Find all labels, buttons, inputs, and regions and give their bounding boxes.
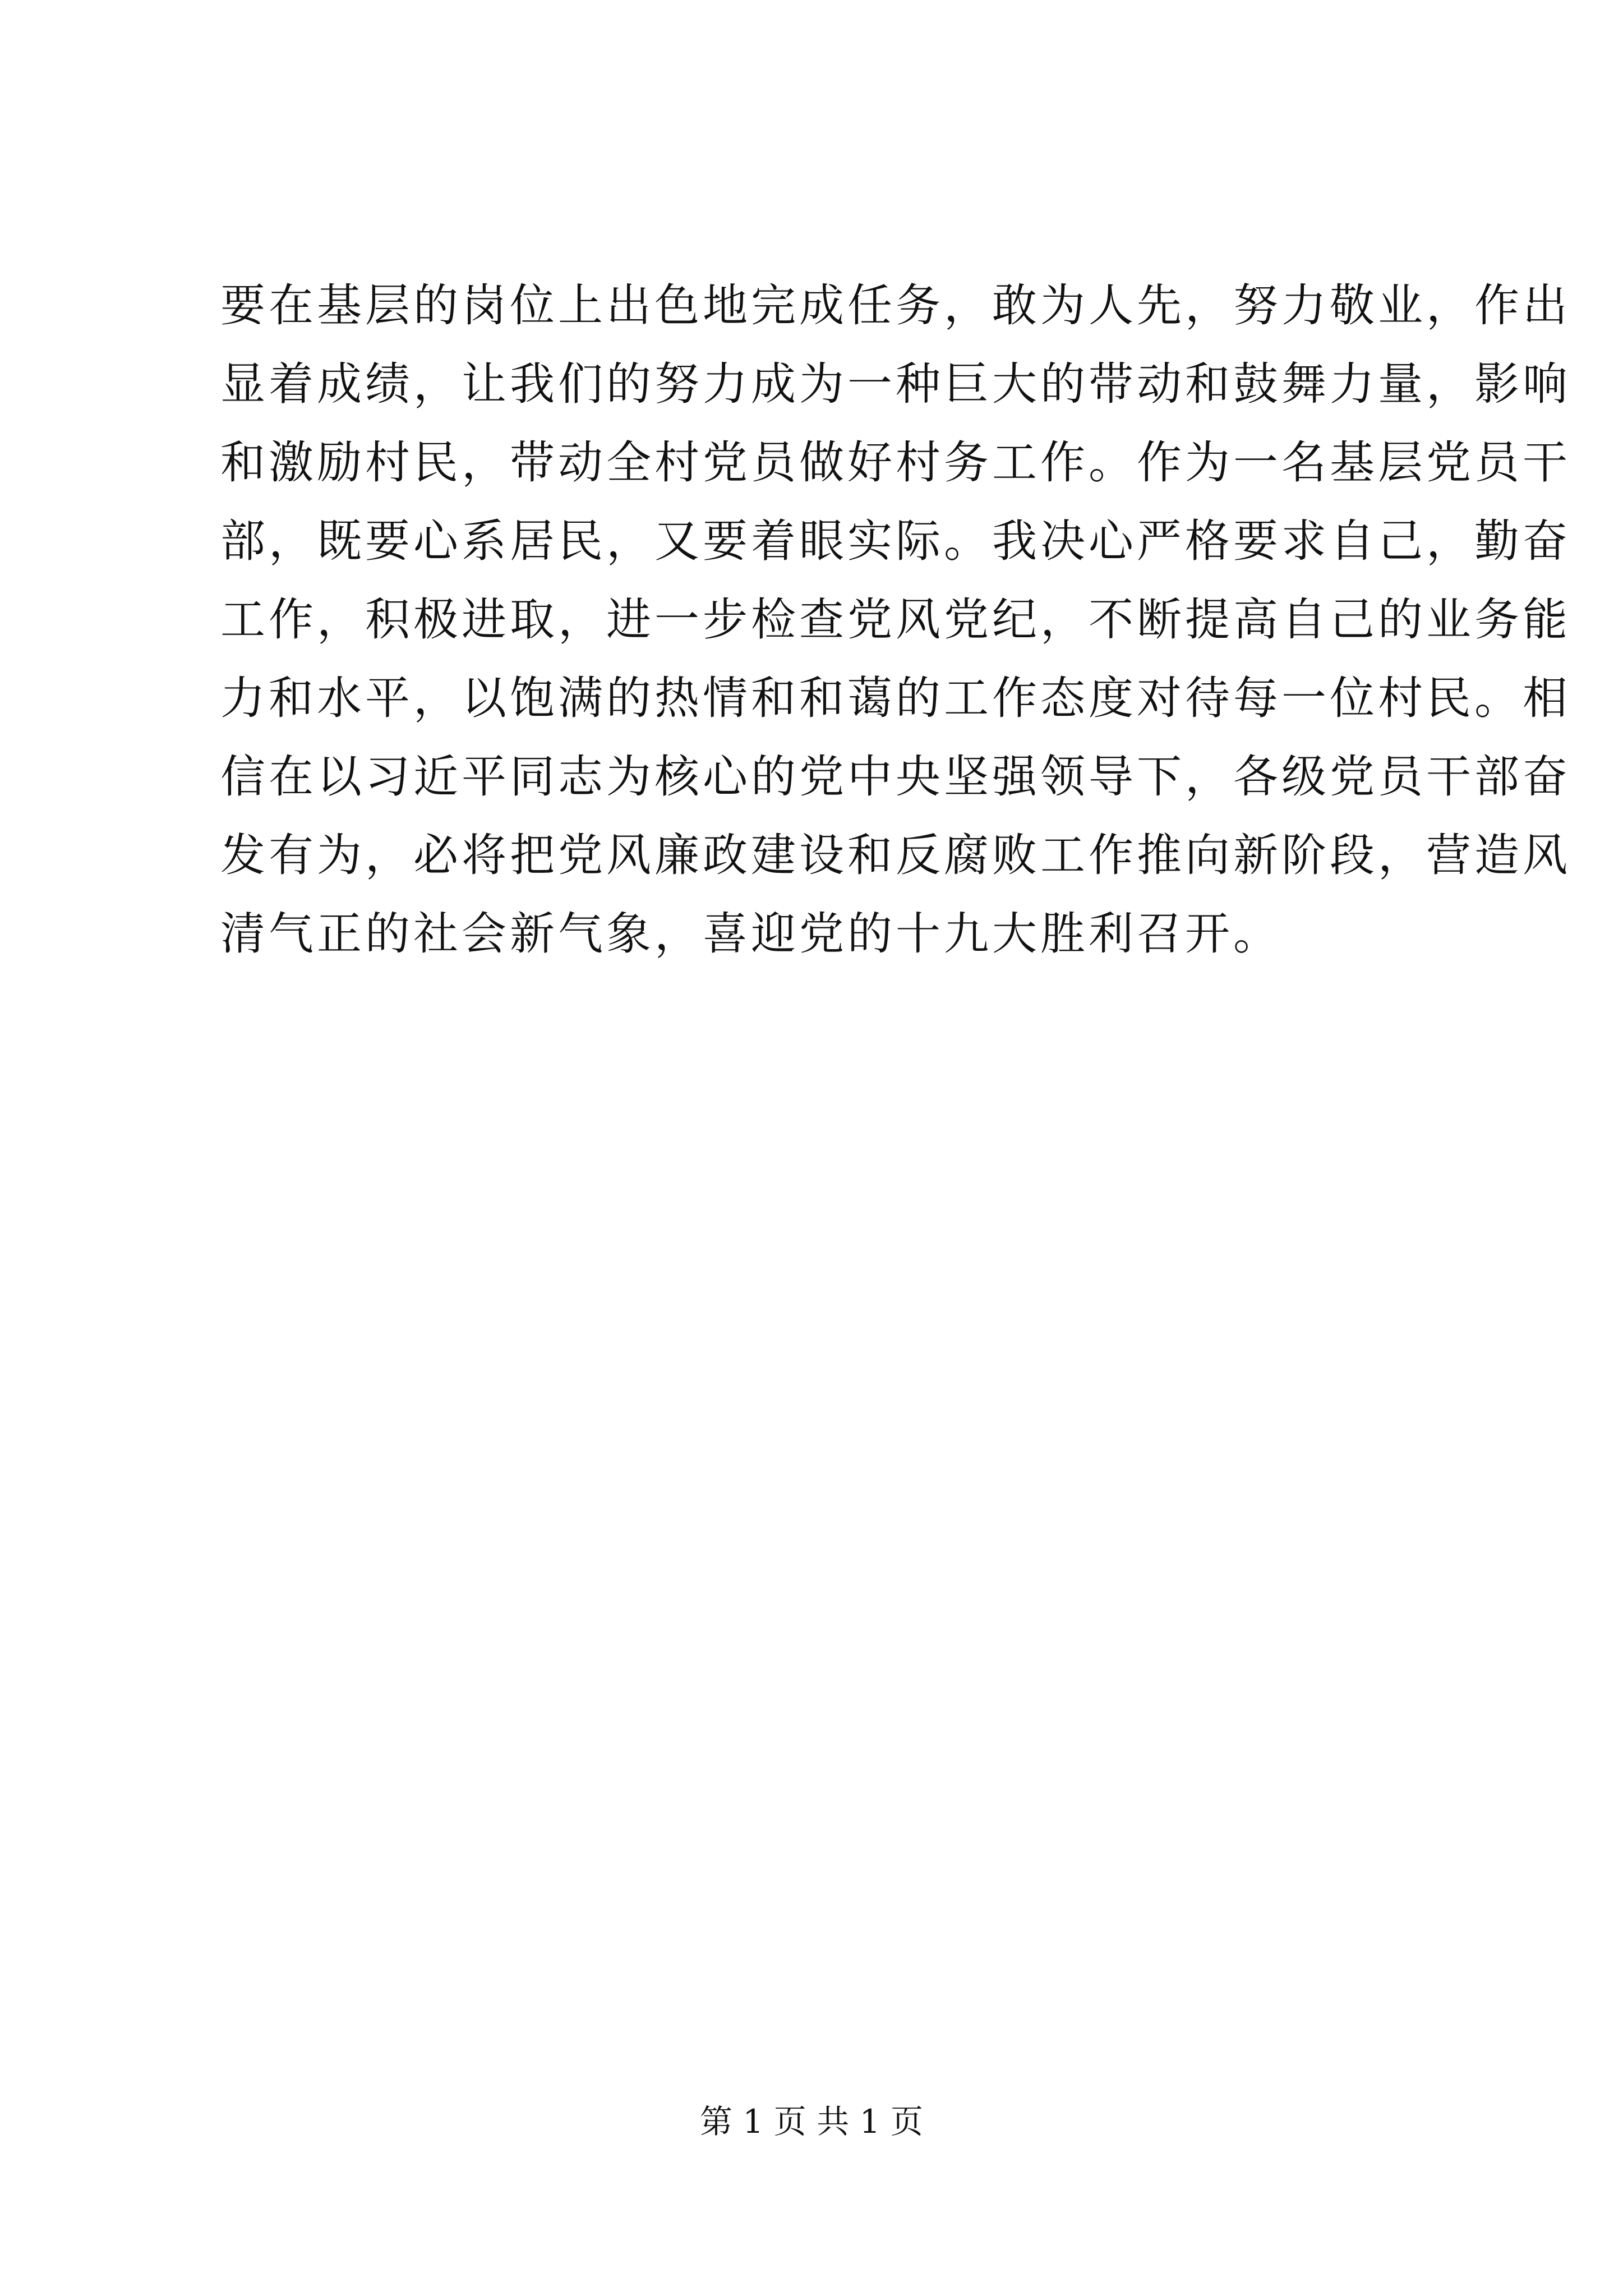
paragraph-line: 力和水平，以饱满的热情和和蔼的工作态度对待每一位村民。相 [220, 672, 1571, 724]
paragraph-line: 工作，积极进取，进一步检查党风党纪，不断提高自己的业务能 [220, 593, 1571, 646]
body-paragraph [220, 266, 1571, 973]
paragraph-line: 清气正的社会新气象，喜迎党的十九大胜利召开。 [220, 908, 1281, 960]
page-number-footer: 第 1 页 共 1 页 [700, 2102, 923, 2141]
paragraph-line: 信在以习近平同志为核心的党中央坚强领导下，各级党员干部奋 [220, 751, 1571, 803]
paragraph-line: 和激励村民，带动全村党员做好村务工作。作为一名基层党员干 [220, 436, 1571, 489]
paragraph-line: 显着成绩，让我们的努力成为一种巨大的带动和鼓舞力量，影响 [220, 358, 1571, 410]
paragraph-line: 要在基层的岗位上出色地完成任务，敢为人先，努力敬业，作出 [220, 279, 1571, 332]
paragraph-line: 发有为，必将把党风廉政建设和反腐败工作推向新阶段，营造风 [220, 829, 1571, 881]
paragraph-line: 部，既要心系居民，又要着眼实际。我决心严格要求自己，勤奋 [220, 515, 1571, 567]
